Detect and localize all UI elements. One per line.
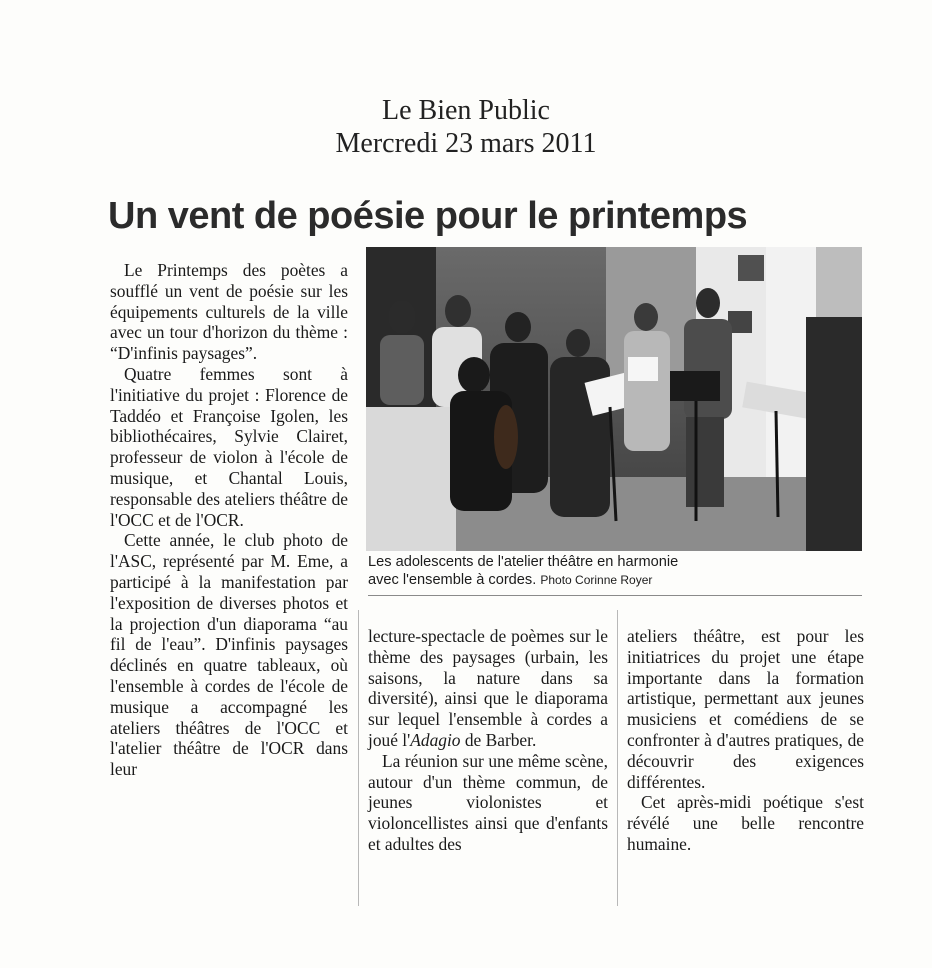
adagio-title: Adagio: [410, 729, 461, 750]
paragraph-4-start: La réunion sur une même scène, autour d'un thème commun, de jeunes violonistes et violoncellistes ainsi que d'enfants et adultes des: [368, 750, 608, 854]
paragraph-3-end: [368, 626, 608, 751]
photo-rehearsal-scene: [366, 247, 862, 551]
paragraph-2: Quatre femmes sont à l'initiative du projet : Florence de Taddéo et Françoise Igolen, les bibliothécaires, Sylvie Clairet, professeur de violon à l'école de musique, et Chantal Louis, responsable des ateliers théâtre de l'OCC et de l'OCR.: [110, 363, 348, 530]
paragraph-4-end: ateliers théâtre, est pour les initiatrices du projet une étape importante dans la formation artistique, permettant aux jeunes musiciens et comédiens de se confronter à d'autres pratiques, de découvrir des exigences différentes.: [627, 626, 864, 792]
paragraph-3-end-text: lecture-spectacle de poèmes sur le thème des paysages (urbain, les saisons, la nature dans sa diversité), ainsi que le diaporama sur lequel l'ensemble à cordes a joué l': [368, 626, 608, 750]
publication-date: Mercredi 23 mars 2011: [335, 128, 597, 159]
paragraph-1: Le Printemps des poètes a soufflé un vent de poésie sur les équipements culturels de la ville avec un tour d'horizon du thème : “D'infinis paysages”.: [110, 260, 348, 364]
caption-line-1: Les adolescents de l'atelier théâtre en harmonie: [368, 554, 679, 570]
article-column-1: [110, 260, 348, 780]
photo-caption: [368, 553, 862, 589]
article-headline: Un vent de poésie pour le printemps: [108, 195, 748, 237]
caption-line-2: [368, 571, 862, 589]
paragraph-3-start: Cette année, le club photo de l'ASC, représenté par M. Eme, a participé à la manifestation par l'exposition de diverses photos et la projection d'un diaporama “au fil de l'eau”. D'infinis paysages déclinés en quatre tableaux, où l'ensemble à cordes de l'école de musique a accompagné les ateliers théâtres de l'OCC et l'atelier théâtre de l'OCR dans leur: [110, 530, 348, 780]
column-divider-2: [617, 610, 618, 906]
caption-divider: [368, 595, 862, 596]
column-divider-1: [358, 610, 359, 906]
caption-text: avec l'ensemble à cordes.: [368, 572, 537, 588]
article-column-2: [368, 626, 608, 855]
newspaper-name: Le Bien Public: [382, 95, 550, 126]
paragraph-5: Cet après-midi poétique s'est révélé une belle rencontre humaine.: [627, 792, 864, 854]
photo-credit: Photo Corinne Royer: [540, 573, 653, 587]
paragraph-3-end-tail: de Barber.: [460, 729, 537, 750]
article-column-3: [627, 626, 864, 855]
masthead: [0, 94, 932, 160]
article-photo: [366, 247, 862, 551]
